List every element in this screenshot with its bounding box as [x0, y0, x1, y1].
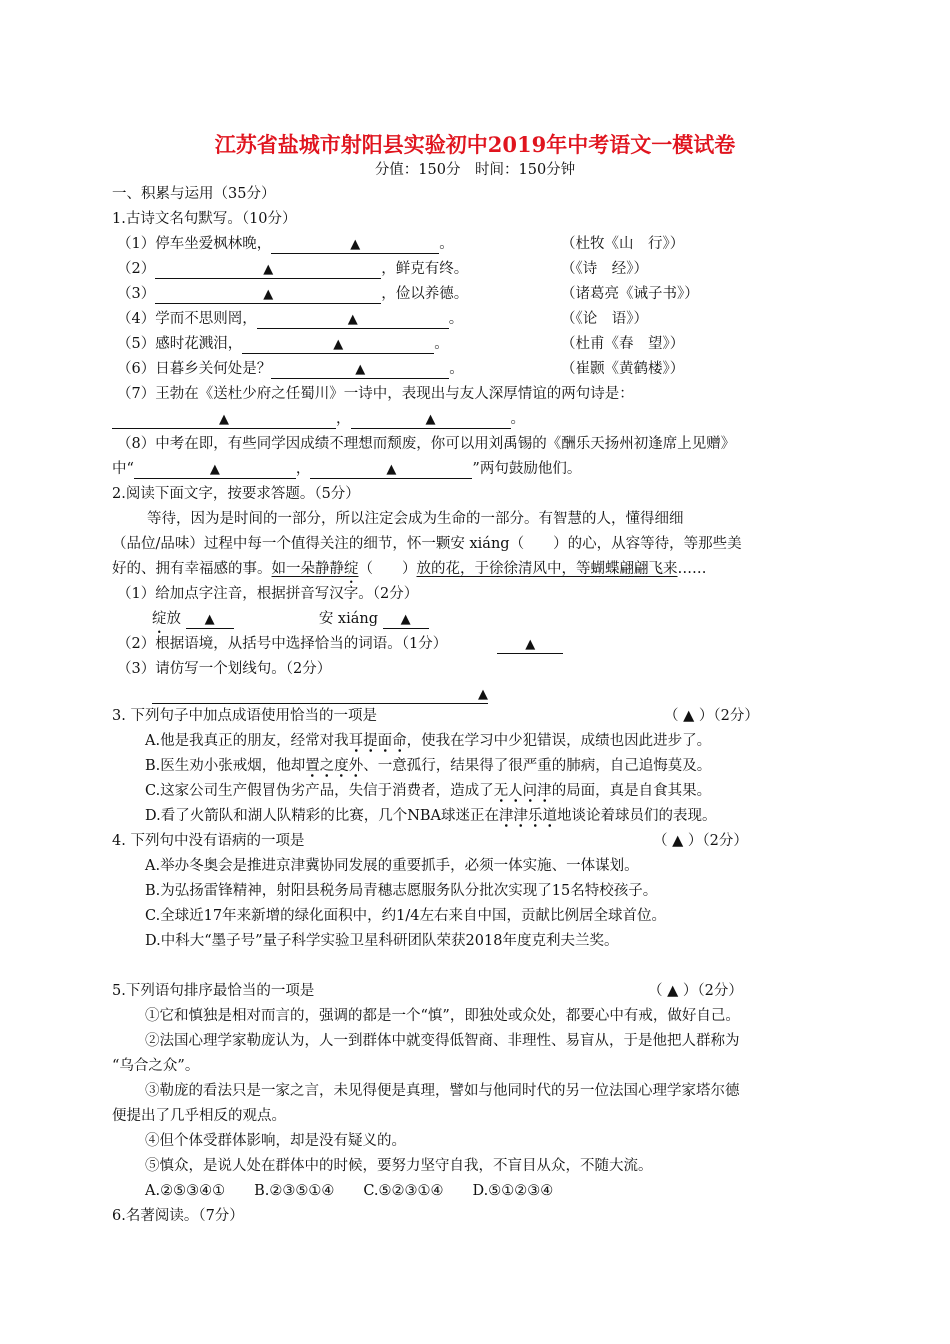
answer-blank[interactable]: ▲	[155, 261, 381, 279]
answer-blank[interactable]: ▲	[497, 636, 563, 654]
q1-item-5: （5）感时花溅泪， ▲ 。	[117, 336, 449, 352]
q1-item-7-prompt: （7）王勃在《送杜少府之任蜀川》一诗中，表现出与友人深厚情谊的两句诗是：	[117, 386, 634, 402]
answer-blank[interactable]: ▲	[134, 461, 296, 479]
answer-blank[interactable]: ▲	[257, 311, 449, 329]
q1-stem: 1.古诗文名句默写。（10分）	[112, 211, 297, 227]
q3-score: （ ▲ ）（2分）	[664, 708, 759, 724]
answer-blank[interactable]: ▲	[351, 411, 511, 429]
q5-sentence-1: ①它和慎独是相对而言的，强调的都是一个“慎”，即独处或众处，都要心中有戒，做好自己。	[145, 1008, 740, 1024]
q1-item-3: （3） ▲ ，俭以养德。	[117, 286, 469, 302]
q1-item-2-source: （《诗 经》）	[561, 261, 648, 277]
q2-passage-line-2: （品位/品味）过程中每一个值得关注的细节，怀一颗安 xiáng（ ）的心，从容等待，等那些美	[112, 536, 742, 552]
q1-item-3-source: （诸葛亮《诫子书》）	[561, 286, 699, 302]
exam-subtitle: 分值：150分 时间：150分钟	[374, 162, 576, 178]
q2-passage-line-1: 等待，因为是时间的一部分，所以注定会成为生命的一部分。有智慧的人，懂得细细	[147, 511, 684, 527]
q3-stem: 3. 下列句子中加点成语使用恰当的一项是	[112, 708, 377, 724]
q2-sub-3-answer	[152, 684, 488, 704]
q4-stem: 4. 下列句中没有语病的一项是	[112, 833, 305, 849]
q3-option-d: D.看了火箭队和湖人队精彩的比赛，几个NBA球迷正在津津乐道地谈论着球员们的表现。	[145, 806, 717, 826]
q1-item-4-source: （《论 语》）	[561, 311, 648, 327]
q1-item-2: （2） ▲ ，鲜克有终。	[117, 261, 469, 277]
q4-option-b: B.为弘扬雷锋精神，射阳县税务局青穗志愿服务队分批次实现了15名特校孩子。	[145, 883, 658, 899]
q2-passage-line-3: 好的、拥有幸福感的事。如一朵静静绽（ ）放的花，于徐徐清风中，等蝴蝶翩翩飞来……	[112, 561, 707, 577]
page-title: 江苏省盐城市射阳县实验初中2019年中考语文一模试卷	[214, 132, 736, 157]
q1-item-8-answer: 中“ ▲ ， ▲ ”两句鼓励他们。	[112, 461, 582, 477]
q6-stem: 6.名著阅读。（7分）	[112, 1208, 244, 1224]
q4-option-a: A.举办冬奥会是推进京津冀协同发展的重要抓手，必须一体实施、一体谋划。	[145, 858, 639, 874]
answer-blank[interactable]: ▲	[271, 236, 439, 254]
q5-sentence-5: ⑤慎众，是说人处在群体中的时候，要努力坚守自我，不盲目从众，不随大流。	[145, 1158, 653, 1174]
answer-blank[interactable]: ▲	[112, 411, 336, 429]
q2-sub-3: （3）请仿写一个划线句。（2分）	[117, 661, 332, 677]
answer-blank[interactable]: ▲	[383, 611, 429, 629]
q5-score: （ ▲ ）（2分）	[648, 983, 743, 999]
q5-stem: 5.下列语句排序最恰当的一项是	[112, 983, 315, 999]
q2-sub-1-blanks: 绽放 ▲ 安 xiáng ▲	[152, 609, 429, 629]
answer-blank[interactable]: ▲	[152, 686, 488, 704]
q5-sentence-3: ③勒庞的看法只是一家之言，未见得便是真理，譬如与他同时代的另一位法国心理学家塔尔德	[145, 1083, 740, 1099]
dotted-idiom: 无人问津	[494, 783, 552, 803]
q3-option-b: B.医生劝小张戒烟，他却置之度外、一意孤行，结果得了很严重的肺病，自己追悔莫及。	[145, 756, 711, 776]
answer-blank[interactable]: ▲	[271, 361, 449, 379]
q1-item-6-source: （崔颢《黄鹤楼》）	[561, 361, 685, 377]
answer-blank[interactable]: ▲	[310, 461, 472, 479]
q5-options: A.②⑤③④① B.②③⑤①④ C.⑤②③①④ D.⑤①②③④	[145, 1183, 554, 1199]
q2-stem: 2.阅读下面文字，按要求答题。（5分）	[112, 486, 360, 502]
q1-item-1-source: （杜牧《山 行》）	[561, 236, 685, 252]
q1-item-6: （6）日暮乡关何处是？ ▲ 。	[117, 361, 464, 377]
dotted-idiom: 津津乐道	[499, 808, 557, 828]
q3-option-a: A.他是我真正的朋友，经常对我耳提面命，使我在学习中少犯错误，成绩也因此进步了。	[145, 731, 711, 751]
section-heading: 一、积累与运用（35分）	[112, 186, 276, 202]
q5-sentence-3-cont: 便提出了几乎相反的观点。	[112, 1108, 286, 1124]
q1-item-5-source: （杜甫《春 望》）	[561, 336, 685, 352]
q5-sentence-2-cont: “乌合之众”。	[112, 1058, 200, 1074]
dotted-idiom: 耳提面命	[349, 733, 407, 753]
q1-item-7-answer: ▲ ， ▲ 。	[112, 409, 525, 429]
answer-blank[interactable]: ▲	[155, 286, 381, 304]
q5-sentence-2: ②法国心理学家勒庞认为，人一到群体中就变得低智商、非理性、易盲从，于是他把人群称为	[145, 1033, 740, 1049]
q1-item-4: （4）学而不思则罔， ▲ 。	[117, 311, 464, 327]
q4-score: （ ▲ ）（2分）	[653, 833, 748, 849]
q4-option-d: D.中科大“墨子号”量子科学实验卫星科研团队荣获2018年度克利夫兰奖。	[145, 933, 619, 949]
q1-item-1: （1）停车坐爱枫林晚， ▲ 。	[117, 236, 454, 252]
answer-blank[interactable]: ▲	[242, 336, 434, 354]
q2-sub-1: （1）给加点字注音，根据拼音写汉字。（2分）	[117, 586, 419, 602]
answer-blank[interactable]: ▲	[186, 611, 234, 629]
q4-option-c: C.全球近17年来新增的绿化面积中，约1/4左右来自中国，贡献比例居全球首位。	[145, 908, 666, 924]
q5-sentence-4: ④但个体受群体影响，却是没有疑义的。	[145, 1133, 406, 1149]
q2-sub-2: （2）根据语境，从括号中选择恰当的词语。（1分） ▲	[117, 634, 563, 654]
dotted-idiom: 置之度外	[305, 758, 363, 778]
q1-item-8-prompt: （8）中考在即，有些同学因成绩不理想而颓废，你可以用刘禹锡的《酬乐天扬州初逢席上见赠》	[117, 436, 736, 452]
q3-option-c: C.这家公司生产假冒伪劣产品，失信于消费者，造成了无人问津的局面，真是自食其果。	[145, 781, 711, 801]
